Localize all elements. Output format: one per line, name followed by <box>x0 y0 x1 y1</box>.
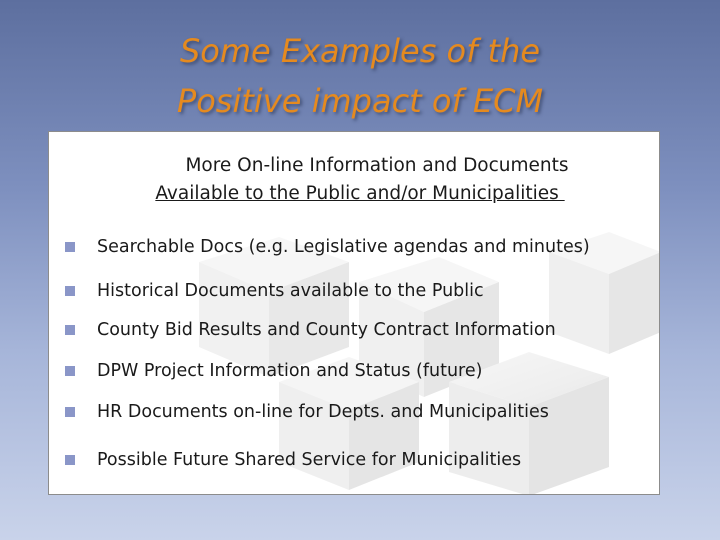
bullet-text: DPW Project Information and Status (future) <box>97 361 483 381</box>
bullet-text: Historical Documents available to the Public <box>97 281 484 301</box>
bullet-square-icon <box>65 455 75 465</box>
section-heading-line-1: More On-line Information and Documents <box>185 155 569 176</box>
section-heading-line-2: Available to the Public and/or Municipalities <box>155 183 565 204</box>
bullet-text: County Bid Results and County Contract Information <box>97 320 556 340</box>
bullet-text: Searchable Docs (e.g. Legislative agendas and minutes) <box>97 237 590 257</box>
bullet-list <box>49 132 660 495</box>
bullet-square-icon <box>65 407 75 417</box>
bullet-square-icon <box>65 242 75 252</box>
bullet-text: HR Documents on-line for Depts. and Municipalities <box>97 402 549 422</box>
slide-title <box>0 26 720 126</box>
bullet-square-icon <box>65 366 75 376</box>
bullet-text: Possible Future Shared Service for Municipalities <box>97 450 522 470</box>
content-box <box>48 131 660 495</box>
slide-title-line-2: Positive impact of ECM <box>176 82 544 120</box>
bullet-square-icon <box>65 325 75 335</box>
bullet-square-icon <box>65 286 75 296</box>
slide-title-line-1: Some Examples of the <box>179 32 541 70</box>
